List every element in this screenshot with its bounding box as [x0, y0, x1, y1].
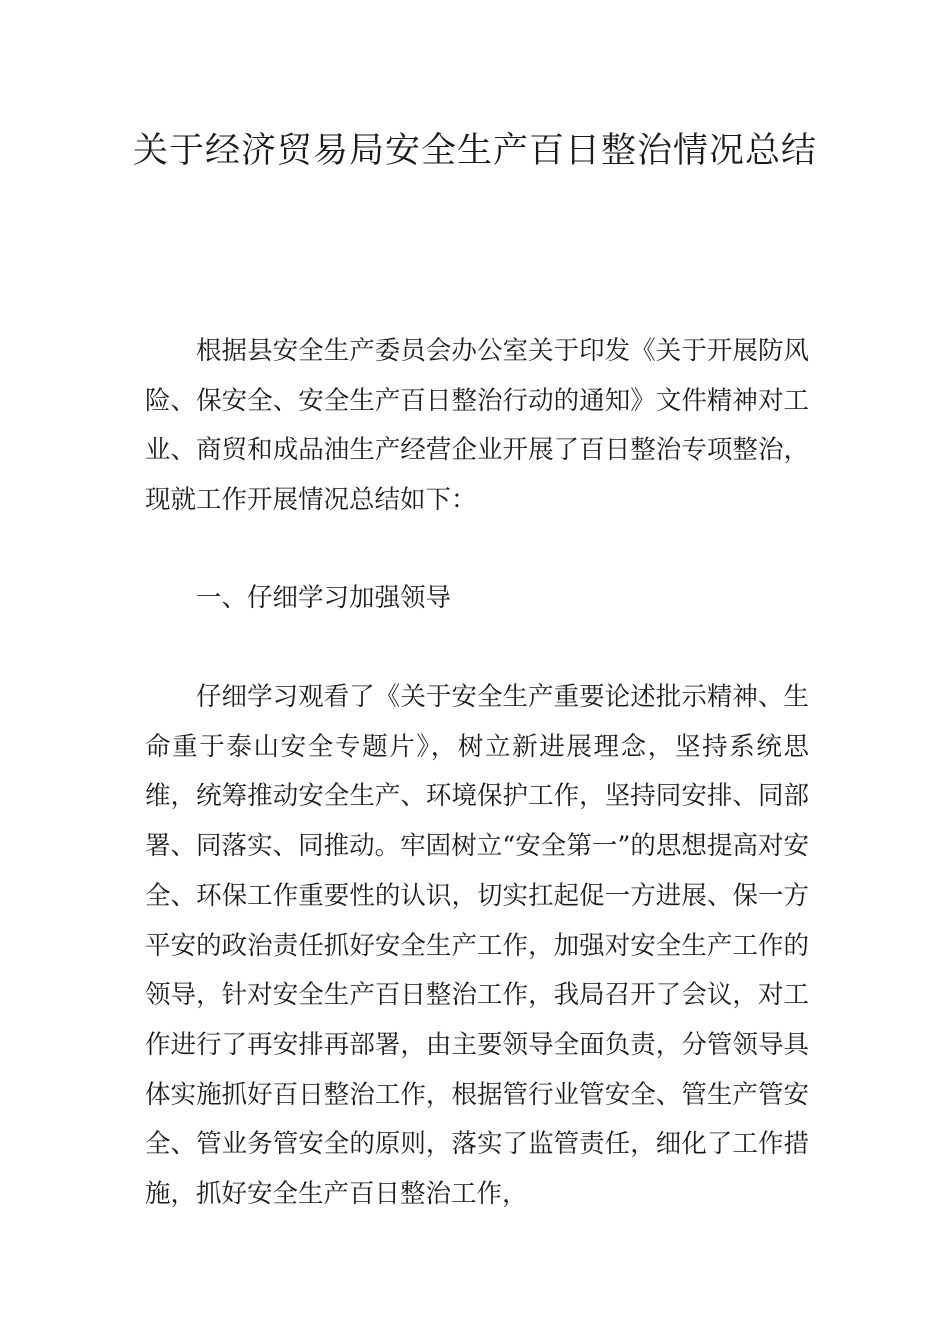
body-paragraph: 仔细学习观看了《关于安全生产重要论述批示精神、生命重于泰山安全专题片》，树立新进展理念，坚持系统思维，统筹推动安全生产、环境保护工作，坚持同安排、同部署、同落实、同推动。牢固树立“安全第一”的思想提高对安全、环保工作重要性的认识，切实扛起促一方进展、保一方平安的政治责任抓好安全生产工作，加强对安全生产工作的领导，针对安全生产百日整治工作，我局召开了会议，对工作进行了再安排再部署，由主要领导全面负责，分管领导具体实施抓好百日整治工作，根据管行业管安全、管生产管安全、管业务管安全的原则，落实了监管责任，细化了工作措施，抓好安全生产百日整治工作， — [145, 682, 809, 1210]
intro-paragraph: 根据县安全生产委员会办公室关于印发《关于开展防风险、保安全、安全生产百日整治行动的通知》文件精神对工业、商贸和成品油生产经营企业开展了百日整治专项整治，现就工作开展情况总结如下： — [145, 336, 809, 516]
section-heading: 一、仔细学习加强领导 — [196, 583, 452, 613]
document-title: 关于经济贸易局安全生产百日整治情况总结 — [132, 131, 817, 171]
